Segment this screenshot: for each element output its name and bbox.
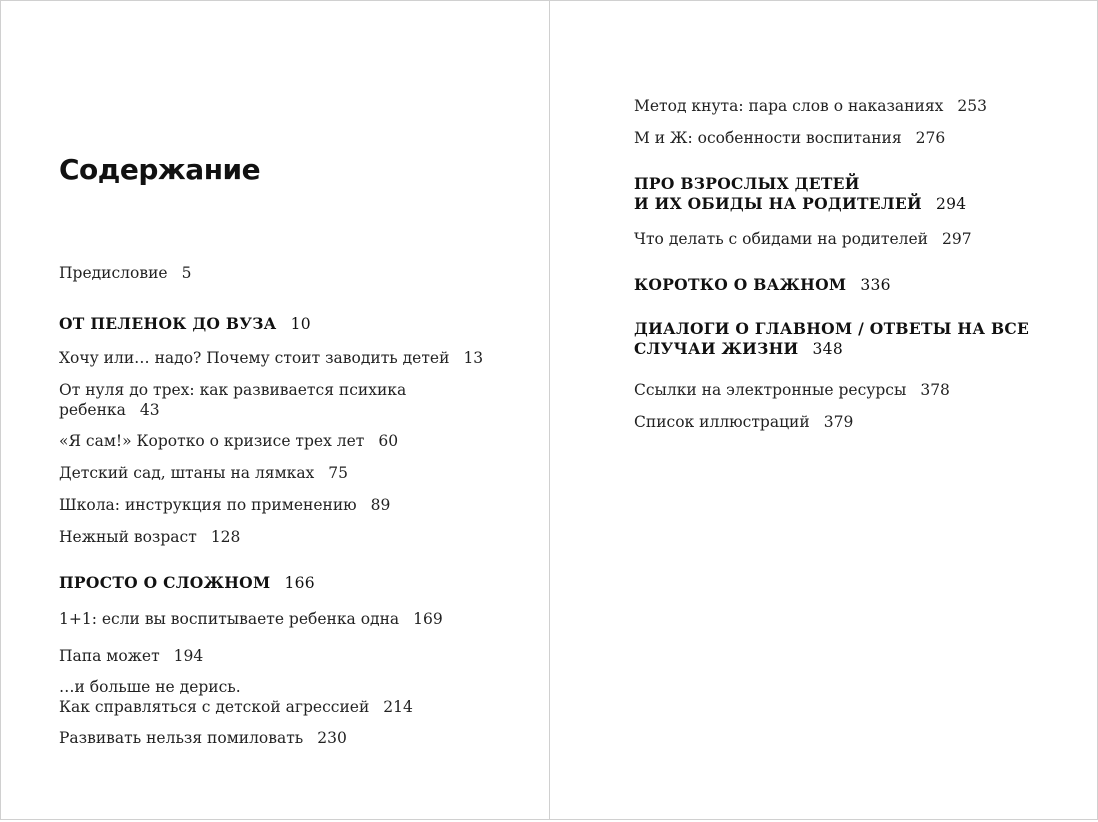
toc-page-number: 5: [181, 264, 192, 282]
toc-page-number: 253: [957, 97, 987, 115]
toc-entry-title: Хочу или… надо? Почему стоит заводить детей: [59, 349, 450, 367]
toc-entry: [634, 128, 945, 148]
toc-page-number: 169: [413, 610, 443, 628]
toc-entry-title: Список иллюстраций: [634, 413, 810, 431]
toc-entry: [59, 495, 390, 515]
toc-page-number: 336: [860, 276, 891, 294]
toc-page-number: 128: [210, 528, 241, 546]
toc-page-number: 230: [317, 729, 347, 747]
left-page: [0, 0, 550, 820]
toc-page-number: 89: [370, 496, 391, 514]
toc-section-title-line1: ПРО ВЗРОСЛЫХ ДЕТЕЙ: [634, 174, 860, 193]
toc-page-number: 75: [328, 464, 349, 482]
toc-entry: [59, 609, 443, 629]
toc-section: [59, 314, 311, 334]
toc-entry: [59, 431, 398, 451]
toc-entry-title: Предисловие: [59, 264, 168, 282]
toc-entry-title: Нежный возраст: [59, 528, 197, 546]
toc-entry: [59, 463, 348, 483]
toc-entry-title: Детский сад, штаны на лямках: [59, 464, 315, 482]
toc-section-title-line2: И ИХ ОБИДЫ НА РОДИТЕЛЕЙ: [634, 194, 922, 213]
page-title: Содержание: [59, 153, 261, 186]
toc-entry-title: Что делать с обидами на родителей: [634, 230, 928, 248]
toc-page-number: 60: [378, 432, 399, 450]
toc-page-number: 43: [139, 401, 160, 419]
toc-section: [634, 319, 1029, 359]
toc-entry: [59, 646, 203, 666]
toc-entry-title: 1+1: если вы воспитываете ребенка одна: [59, 610, 400, 628]
toc-page-number: 214: [383, 698, 413, 716]
toc-entry-title-line1: От нуля до трех: как развивается психика: [59, 381, 407, 399]
toc-entry: [59, 677, 413, 717]
toc-entry-title: Развивать нельзя помиловать: [59, 729, 304, 747]
toc-page-number: 10: [290, 315, 311, 333]
toc-page-number: 379: [823, 413, 854, 431]
toc-entry-title: Папа может: [59, 647, 160, 665]
toc-section-title: КОРОТКО О ВАЖНОМ: [634, 275, 847, 294]
toc-entry: [59, 348, 483, 368]
right-page: [549, 0, 1098, 820]
toc-entry-title: Ссылки на электронные ресурсы: [634, 381, 907, 399]
toc-section-title-line1: ДИАЛОГИ О ГЛАВНОМ / ОТВЕТЫ НА ВСЕ: [634, 319, 1030, 338]
toc-entry: [634, 229, 972, 249]
toc-entry: [59, 263, 191, 283]
toc-page-number: 166: [284, 574, 315, 592]
toc-entry: [634, 412, 853, 432]
toc-section-title-line2: СЛУЧАИ ЖИЗНИ: [634, 339, 799, 358]
toc-section: [59, 573, 315, 593]
toc-entry-title-line2: Как справляться с детской агрессией: [59, 698, 370, 716]
toc-entry-title: М и Ж: особенности воспитания: [634, 129, 902, 147]
toc-page-number: 194: [173, 647, 204, 665]
toc-section: [634, 275, 891, 295]
toc-page-number: 294: [935, 195, 967, 213]
toc-entry-title-line2: ребенка: [59, 401, 126, 419]
toc-page-number: 348: [812, 340, 843, 358]
toc-entry-title: Школа: инструкция по применению: [59, 496, 357, 514]
toc-entry: [59, 527, 240, 547]
toc-entry: [634, 380, 950, 400]
toc-entry: [634, 96, 987, 116]
toc-page-number: 276: [915, 129, 946, 147]
toc-entry-title: «Я сам!» Коротко о кризисе трех лет: [59, 432, 365, 450]
toc-page-number: 297: [942, 230, 972, 248]
toc-entry: [59, 728, 347, 748]
toc-section: [634, 174, 966, 214]
toc-section-title: ПРОСТО О СЛОЖНОМ: [59, 573, 271, 592]
toc-page-number: 378: [920, 381, 950, 399]
toc-entry-title-line1: …и больше не дерись.: [59, 678, 241, 696]
toc-page-number: 13: [463, 349, 484, 367]
toc-section-title: ОТ ПЕЛЕНОК ДО ВУЗА: [59, 314, 277, 333]
toc-entry-title: Метод кнута: пара слов о наказаниях: [634, 97, 944, 115]
toc-entry: [59, 380, 406, 420]
